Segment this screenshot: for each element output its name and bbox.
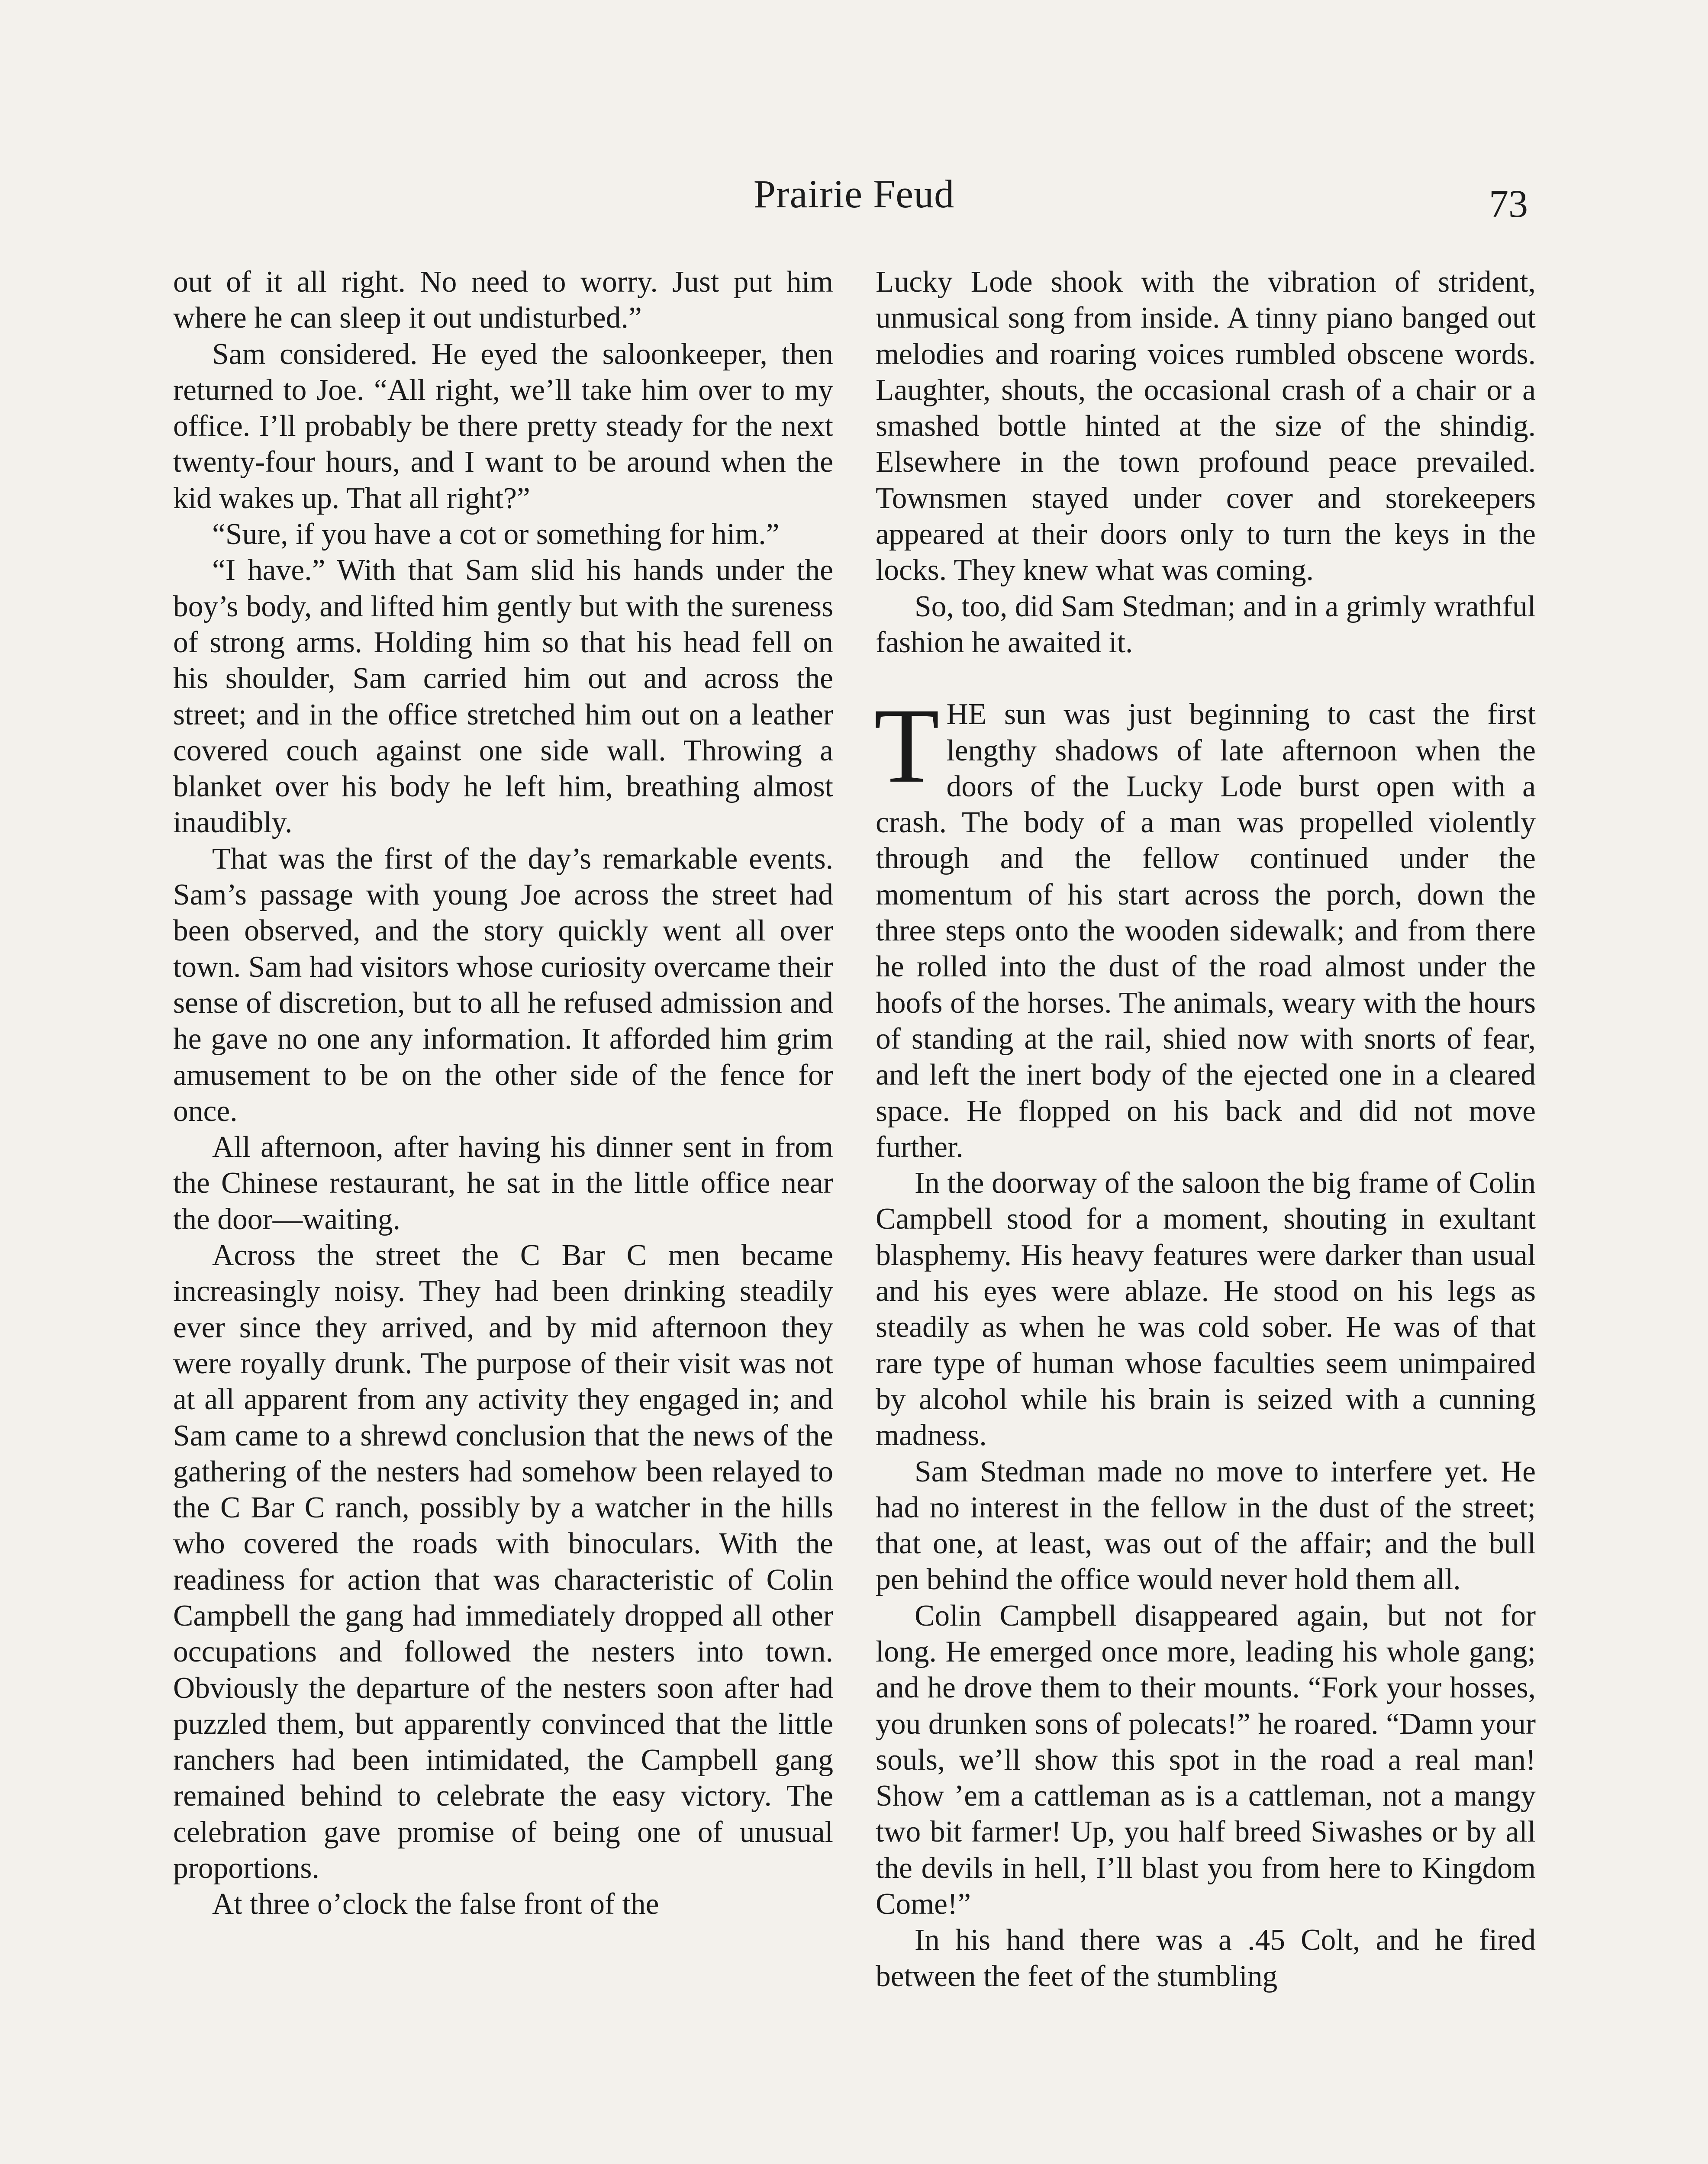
drop-cap: T bbox=[874, 686, 940, 805]
paragraph: That was the first of the day’s remarkable events. Sam’s passage with young Joe across the street had been observed, and the story quickly went all over town. Sam had visitors whose curiosity overcame their sense of discretion, but to all he refused admission and he gave no one any information. It afforded him grim amusement to be on the other side of the fence for once. bbox=[173, 842, 833, 1128]
paragraph: Colin Campbell disappeared again, but not for long. He emerged once more, leading his whole gang; and he drove them to their mounts. “Fork your hosses, you drunken sons of polecats!” he roared. “Damn your souls, we’ll show this spot in the road a real man! Show ’em a cattleman as is a cattleman, not a mangy two bit farmer! Up, you half breed Siwashes or by all the devils in hell, I’ll blast you from here to Kingdom Come!” bbox=[876, 1599, 1536, 1921]
page-number: 73 bbox=[1489, 183, 1528, 225]
paragraph: In his hand there was a .45 Colt, and he fired between the feet of the stumbling bbox=[876, 1923, 1536, 1993]
paragraph: “Sure, if you have a cot or something for him.” bbox=[212, 518, 780, 551]
paragraph: Sam Stedman made no move to interfere yet. He had no interest in the fellow in the dust of the street; that one, at least, was out of the affair; and the bull pen behind the office would never hold them all. bbox=[876, 1455, 1536, 1597]
paragraph: “I have.” With that Sam slid his hands under the boy’s body, and lifted him gently but with the sureness of strong arms. Holding him so that his head fell on his shoulder, Sam carried him out and across the street; and in the office stretched him out on a leather covered couch against one side wall. Throwing a blanket over his body he left him, breathing almost inaudibly. bbox=[173, 554, 833, 840]
paragraph: out of it all right. No need to worry. Just put him where he can sleep it out undisturbed.” bbox=[173, 265, 833, 335]
paragraph: At three o’clock the false front of the bbox=[212, 1887, 659, 1921]
paragraph: In the doorway of the saloon the big frame of Colin Campbell stood for a moment, shouting in exultant blasphemy. His heavy features were darker than usual and his eyes were ablaze. He stood on his legs as steadily as when he was cold sober. He was of that rare type of human whose faculties seem unimpaired by alcohol while his brain is seized with a cunning madness. bbox=[876, 1166, 1536, 1452]
paragraph: Lucky Lode shook with the vibration of strident, unmusical song from inside. A tinny piano banged out melodies and roaring voices rumbled obscene words. Laughter, shouts, the occasional crash of a chair or a smashed bottle hinted at the size of the shindig. Elsewhere in the town profound peace prevailed. Townsmen stayed under cover and storekeepers appeared at their doors only to turn the keys in the locks. They knew what was coming. bbox=[876, 265, 1536, 587]
right-column bbox=[876, 264, 1536, 1994]
paragraph: Across the street the C Bar C men became increasingly noisy. They had been drinking steadily ever since they arrived, and by mid afternoon they were royally drunk. The purpose of their visit was not at all apparent from any activity they engaged in; and Sam came to a shrewd conclusion that the news of the gathering of the nesters had somehow been relayed to the C Bar C ranch, possibly by a watcher in the hills who covered the roads with binoculars. With the readiness for action that was characteristic of Colin Campbell the gang had immediately dropped all other occupations and followed the nesters into town. Obviously the departure of the nesters soon after had puzzled them, but apparently convinced that the little ranchers had been intimidated, the Campbell gang remained behind to celebrate the easy victory. The celebration gave promise of being one of unusual proportions. bbox=[173, 1239, 833, 1885]
section-opening-paragraph bbox=[874, 686, 1536, 1165]
paragraph: So, too, did Sam Stedman; and in a grimly wrathful fashion he awaited it. bbox=[876, 589, 1536, 659]
running-header: Prairie Feud bbox=[753, 172, 955, 216]
paragraph: All afternoon, after having his dinner sent in from the Chinese restaurant, he sat in the little office near the door—waiting. bbox=[173, 1130, 833, 1236]
section-opening-text: HE sun was just beginning to cast the first lengthy shadows of late afternoon when the doors of the Lucky Lode burst open with a crash. The body of a man was propelled violently through and the fellow continued under the momentum of his start across the porch, down the three steps onto the wooden sidewalk; and from there he rolled into the dust of the road almost under the hoofs of the horses. The animals, weary with the hours of standing at the rail, shied now with snorts of fear, and left the inert body of the ejected one in a cleared space. He flopped on his back and did not move further. bbox=[876, 698, 1536, 1164]
left-column bbox=[173, 264, 833, 1922]
paragraph: Sam considered. He eyed the saloonkeeper, then returned to Joe. “All right, we’ll take him over to my office. I’ll probably be there pretty steady for the next twenty-four hours, and I want to be around when the kid wakes up. That all right?” bbox=[173, 337, 833, 515]
